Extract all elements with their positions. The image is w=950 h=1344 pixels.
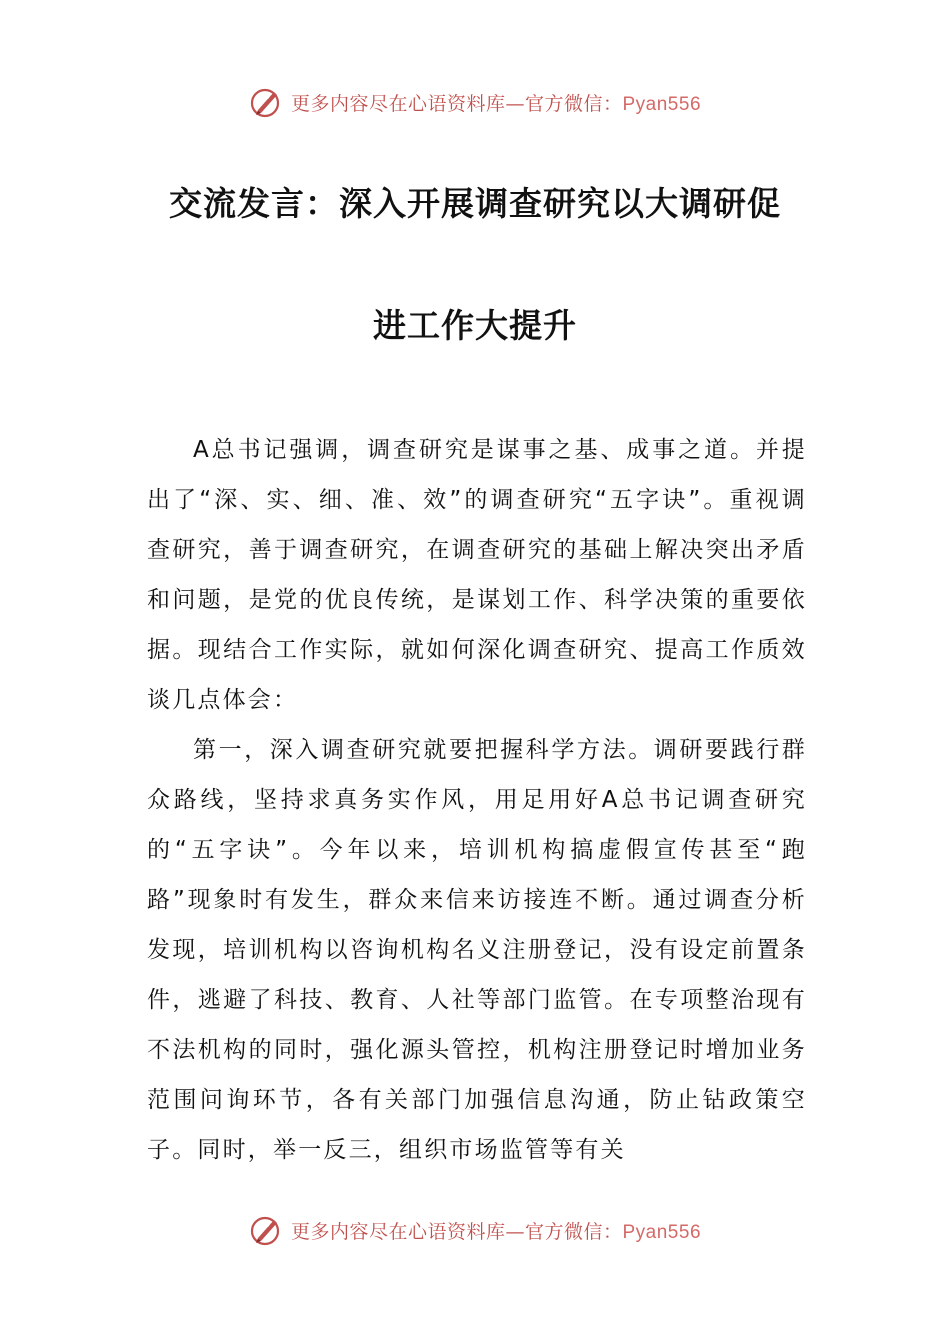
banner-wechat-id: Pyan556 <box>622 93 702 115</box>
banner-dash: — <box>505 92 525 115</box>
pen-logo-icon <box>249 85 283 119</box>
banner-wechat-label: 官方微信： <box>524 1220 623 1243</box>
paragraph-intro: A总书记强调，调查研究是谋事之基、成事之道。并提出了“深、实、细、准、效”的调查研究“五字诀”。重视调查研究，善于调查研究，在调查研究的基础上解决突出矛盾和问题，是党的优良传统，是谋划工作、科学决策的重要依据。现结合工作实际，就如何深化调查研究、提高工作质效谈几点体会： <box>147 437 807 713</box>
banner-text <box>291 1217 701 1244</box>
header-banner <box>0 82 950 122</box>
banner-text <box>291 89 701 116</box>
banner-wechat-id: Pyan556 <box>622 1221 702 1243</box>
pen-logo-icon <box>249 1213 283 1247</box>
banner-wechat-label: 官方微信： <box>524 92 623 115</box>
banner-dash: — <box>505 1220 525 1243</box>
document-title-line2: 进工作大提升 <box>373 306 577 345</box>
document-title-line1: 交流发言：深入开展调查研究以大调研促 <box>169 184 781 223</box>
banner-site: 更多内容尽在心语资料库 <box>290 1220 506 1243</box>
document-body <box>147 425 807 1175</box>
banner-site: 更多内容尽在心语资料库 <box>290 92 506 115</box>
paragraph-first-point: 第一，深入调查研究就要把握科学方法。调研要践行群众路线，坚持求真务实作风，用足用好A总书记调查研究的“五字诀”。今年以来，培训机构搞虚假宣传甚至“跑路”现象时有发生，群众来信来访接连不断。通过调查分析发现，培训机构以咨询机构名义注册登记，没有设定前置条件，逃避了科技、教育、人社等部门监管。在专项整治现有不法机构的同时，强化源头管控，机构注册登记时增加业务范围问询环节，各有关部门加强信息沟通，防止钻政策空子。同时，举一反三，组织市场监管等有关 <box>147 737 807 1163</box>
footer-banner <box>0 1210 950 1250</box>
